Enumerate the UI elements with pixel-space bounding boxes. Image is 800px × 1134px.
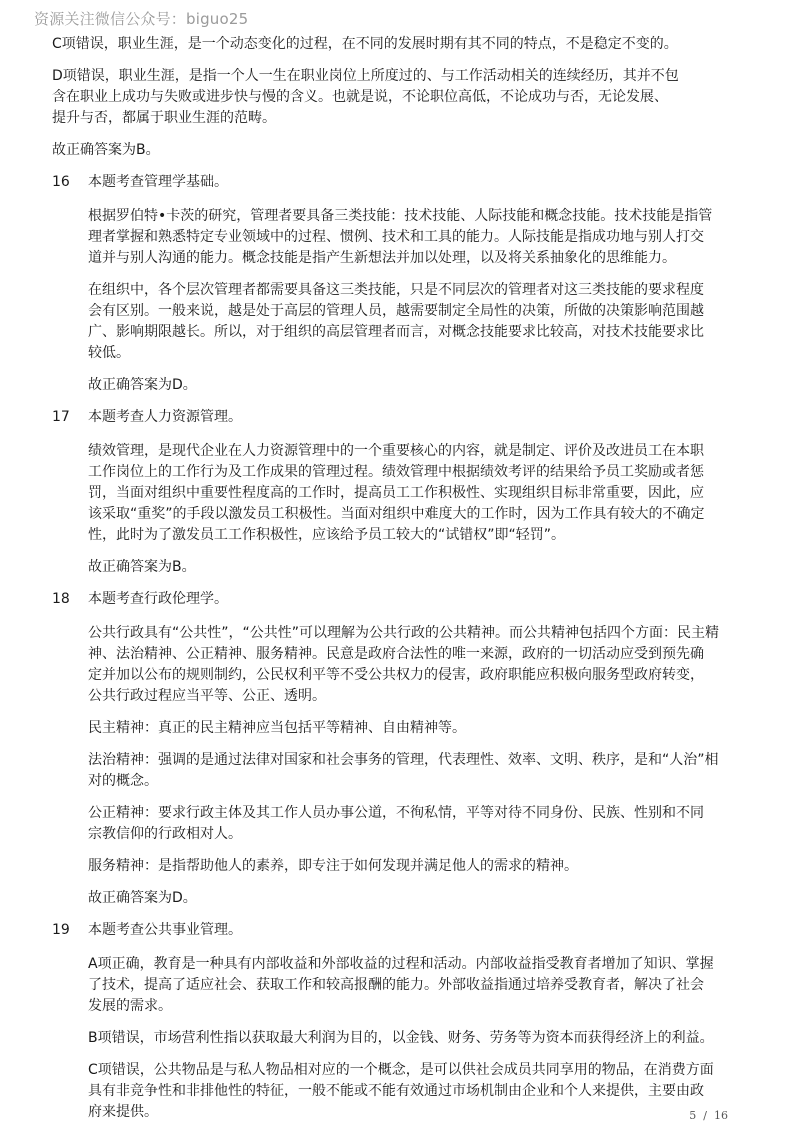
paragraph: [88, 750, 752, 792]
text-line: 故正确答案为D。: [88, 890, 197, 906]
answer-section-18: [52, 589, 752, 909]
section-heading: [52, 920, 752, 941]
section-body: [88, 623, 752, 909]
paragraph: [88, 888, 752, 909]
section-heading: [52, 407, 752, 428]
text-line: 罚，当面对组织中重要性程度高的工作时，提高员工工作积极性、实现组织目标非常重要，因此，应: [88, 485, 704, 501]
text-line: C项错误，公共物品是与私人物品相对应的一个概念，是可以供社会成员共同享用的物品，在消费方面: [88, 1062, 714, 1078]
section-body: [88, 954, 752, 1123]
sections-container: [52, 172, 752, 1123]
text-line: 在组织中，各个层次管理者都需要具备这三类技能，只是不同层次的管理者对这三类技能的要求程度: [88, 282, 704, 298]
paragraph: [88, 557, 752, 578]
question-number: 17: [52, 409, 70, 425]
section-title: 本题考查人力资源管理。: [88, 409, 242, 425]
text-line: 性，此时为了激发员工工作积极性，应该给予员工较大的“试错权”即“轻罚”。: [88, 527, 566, 543]
intro-answer: [52, 140, 752, 161]
text-line: 发展的需求。: [88, 998, 172, 1014]
text-line: B项错误，市场营利性指以获取最大利润为目的，以金钱、财务、劳务等为资本而获得经济上的利益。: [88, 1030, 714, 1046]
text-line: C项错误，职业生涯，是一个动态变化的过程，在不同的发展时期有其不同的特点，不是稳定不变的。: [52, 36, 678, 52]
section-title: 本题考查行政伦理学。: [88, 591, 228, 607]
text-line: 广、影响期限越长。所以，对于组织的高层管理者而言，对概念技能要求比较高，对技术技能要求比: [88, 324, 704, 340]
question-number: 19: [52, 922, 70, 938]
answer-section-16: [52, 172, 752, 396]
page-total: 16: [714, 1109, 728, 1122]
text-line: 故正确答案为D。: [88, 377, 197, 393]
paragraph: [88, 280, 752, 364]
text-line: 宗教信仰的行政相对人。: [88, 826, 242, 842]
section-heading: [52, 589, 752, 610]
text-line: 故正确答案为B。: [52, 142, 160, 158]
text-line: 根据罗伯特•卡茨的研究，管理者要具备三类技能：技术技能、人际技能和概念技能。技术技能是指管: [88, 208, 713, 224]
text-line: D项错误，职业生涯，是指一个人一生在职业岗位上所度过的、与工作活动相关的连续经历，其并不包: [52, 68, 679, 84]
section-body: [88, 206, 752, 396]
page-footer: [689, 1109, 728, 1122]
text-line: 定并加以公布的规则制约，公民权利平等不受公共权力的侵害，政府职能应积极向服务型政府转变，: [88, 667, 704, 683]
paragraph: [88, 856, 752, 877]
paragraph: [88, 718, 752, 739]
text-line: 公正精神：要求行政主体及其工作人员办事公道，不徇私情，平等对待不同身份、民族、性别和不同: [88, 805, 704, 821]
paragraph: [88, 375, 752, 396]
text-line: 服务精神：是指帮助他人的素养，即专注于如何发现并满足他人的需求的精神。: [88, 858, 578, 874]
question-number: 16: [52, 174, 70, 190]
paragraph: [88, 954, 752, 1017]
text-line: 会有区别。一般来说，越是处于高层的管理人员，越需要制定全局性的决策，所做的决策影响范围越: [88, 303, 704, 319]
text-line: 工作岗位上的工作行为及工作成果的管理过程。绩效管理中根据绩效考评的结果给予员工奖励或者惩: [88, 464, 704, 480]
section-title: 本题考查管理学基础。: [88, 174, 228, 190]
text-line: 具有非竞争性和非排他性的特征，一般不能或不能有效通过市场机制由企业和个人来提供，主要由政: [88, 1083, 704, 1099]
intro-option-d: [52, 66, 752, 129]
text-line: 法治精神：强调的是通过法律对国家和社会事务的管理，代表理性、效率、文明、秩序，是和“人治”相: [88, 752, 719, 768]
text-line: 府来提供。: [88, 1104, 158, 1120]
page-separator: /: [703, 1109, 707, 1122]
section-title: 本题考查公共事业管理。: [88, 922, 242, 938]
text-line: 道并与别人沟通的能力。概念技能是指产生新想法并加以处理，以及将关系抽象化的思维能力。: [88, 250, 676, 266]
watermark-text: 资源关注微信公众号：biguo25: [34, 10, 249, 28]
answer-section-19: [52, 920, 752, 1123]
paragraph: [88, 1028, 752, 1049]
paragraph: [88, 206, 752, 269]
text-line: A项正确，教育是一种具有内部收益和外部收益的过程和活动。内部收益指受教育者增加了知识、掌握: [88, 956, 714, 972]
question-number: 18: [52, 591, 70, 607]
text-line: 故正确答案为B。: [88, 559, 196, 575]
section-heading: [52, 172, 752, 193]
text-line: 公共行政过程应当平等、公正、透明。: [88, 688, 326, 704]
page-content: [52, 34, 752, 1134]
text-line: 对的概念。: [88, 773, 158, 789]
text-line: 神、法治精神、公正精神、服务精神。民意是政府合法性的唯一来源，政府的一切活动应受到预先确: [88, 646, 704, 662]
text-line: 该采取“重奖”的手段以激发员工积极性。当面对组织中难度大的工作时，因为工作具有较大的不确定: [88, 506, 705, 522]
text-line: 公共行政具有“公共性”，“公共性”可以理解为公共行政的公共精神。而公共精神包括四个方面：民主精: [88, 625, 720, 641]
section-body: [88, 441, 752, 578]
answer-section-17: [52, 407, 752, 578]
paragraph: [88, 623, 752, 707]
paragraph: [88, 803, 752, 845]
text-line: 含在职业上成功与失败或进步快与慢的含义。也就是说，不论职位高低，不论成功与否，无论发展、: [52, 89, 668, 105]
page-number: 5: [689, 1109, 697, 1122]
text-line: 提升与否，都属于职业生涯的范畴。: [52, 110, 276, 126]
intro-option-c: [52, 34, 752, 55]
text-line: 了技术，提高了适应社会、获取工作和较高报酬的能力。外部收益指通过培养受教育者，解决了社会: [88, 977, 704, 993]
text-line: 绩效管理，是现代企业在人力资源管理中的一个重要核心的内容，就是制定、评价及改进员工在本职: [88, 443, 704, 459]
text-line: 理者掌握和熟悉特定专业领域中的过程、惯例、技术和工具的能力。人际技能是指成功地与别人打交: [88, 229, 704, 245]
paragraph: [88, 1060, 752, 1123]
text-line: 民主精神：真正的民主精神应当包括平等精神、自由精神等。: [88, 720, 466, 736]
text-line: 较低。: [88, 345, 130, 361]
paragraph: [88, 441, 752, 546]
